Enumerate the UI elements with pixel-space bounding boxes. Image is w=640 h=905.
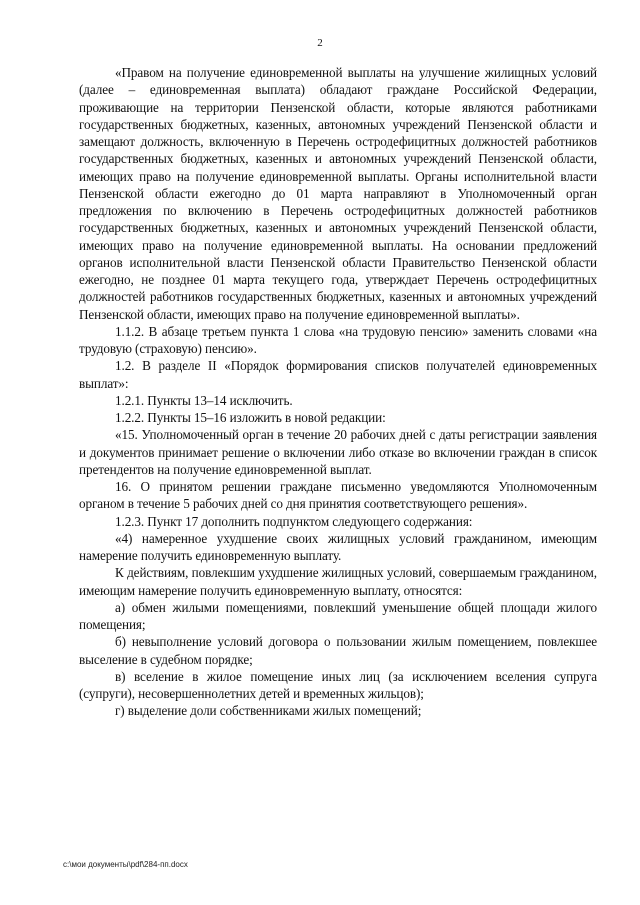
paragraph-1-1-2: 1.1.2. В абзаце третьем пункта 1 слова «на трудовую пенсию» заменить словами «на трудовую (страховую) пенсию».	[79, 323, 597, 356]
paragraph-1-2-3: 1.2.3. Пункт 17 дополнить подпунктом следующего содержания:	[115, 513, 473, 529]
footer-file-path: c:\мои документы\pdf\284-пп.docx	[63, 860, 188, 869]
paragraph-right-to-payment: «Правом на получение единовременной выплаты на улучшение жилищных условий (далее – единовременная выплата) обладают граждане Российской Федерации, проживающие на территории Пензенской области, которые являются работниками государственных бюджетных, казенных, автономных учреждений Пензенской области и замещают должность, включенную в Перечень остродефицитных должностей работников государственных бюджетных, казенных и автономных учреждений Пензенской области, имеющих право на получение единовременной выплаты. Органы исполнительной власти Пензенской области ежегодно до 01 марта направляют в Уполномоченный орган предложения по включению в Перечень остродефицитных должностей работников государственных бюджетных, казенных и автономных учреждений Пензенской области, имеющих право на получение единовременной выплаты. На основании предложений органов исполнительной власти Пензенской области Правительство Пензенской области ежегодно, не позднее 01 марта текущего года, утверждает Перечень остродефицитных должностей работников государственных бюджетных, казенных и автономных учреждений Пензенской области, имеющих право на получение единовременной выплаты».	[79, 65, 597, 322]
paragraph-item-v: в) вселение в жилое помещение иных лиц (за исключением вселения супруга (супруги), несовершеннолетних детей и временных жильцов);	[79, 668, 597, 701]
paragraph-item-a: а) обмен жилыми помещениями, повлекший уменьшение общей площади жилого помещения;	[79, 599, 597, 632]
paragraph-item-16: 16. О принятом решении граждане письменно уведомляются Уполномоченным органом в течение 5 рабочих дней со дня принятия соответствующего решения».	[79, 479, 597, 512]
paragraph-item-15: «15. Уполномоченный орган в течение 20 рабочих дней с даты регистрации заявления и документов принимает решение о включении либо отказе во включении граждан в список претендентов на получение единовременной выплат.	[79, 427, 597, 477]
paragraph-actions-intro: К действиям, повлекшим ухудшение жилищных условий, совершаемым гражданином, имеющим намерение получить единовременную выплату, относятся:	[79, 565, 597, 598]
page-number: 2	[317, 37, 323, 49]
document-body	[79, 64, 597, 720]
paragraph-1-2: 1.2. В разделе II «Порядок формирования списков получателей единовременных выплат»:	[79, 358, 597, 391]
paragraph-item-b: б) невыполнение условий договора о пользовании жилым помещением, повлекшее выселение в судебном порядке;	[79, 634, 597, 667]
paragraph-1-2-1: 1.2.1. Пункты 13–14 исключить.	[115, 392, 293, 408]
paragraph-1-2-2: 1.2.2. Пункты 15–16 изложить в новой редакции:	[115, 410, 386, 425]
paragraph-subitem-4: «4) намеренное ухудшение своих жилищных условий гражданином, имеющим намерение получить единовременную выплату.	[79, 530, 597, 563]
paragraph-item-g: г) выделение доли собственниками жилых помещений;	[115, 703, 422, 719]
